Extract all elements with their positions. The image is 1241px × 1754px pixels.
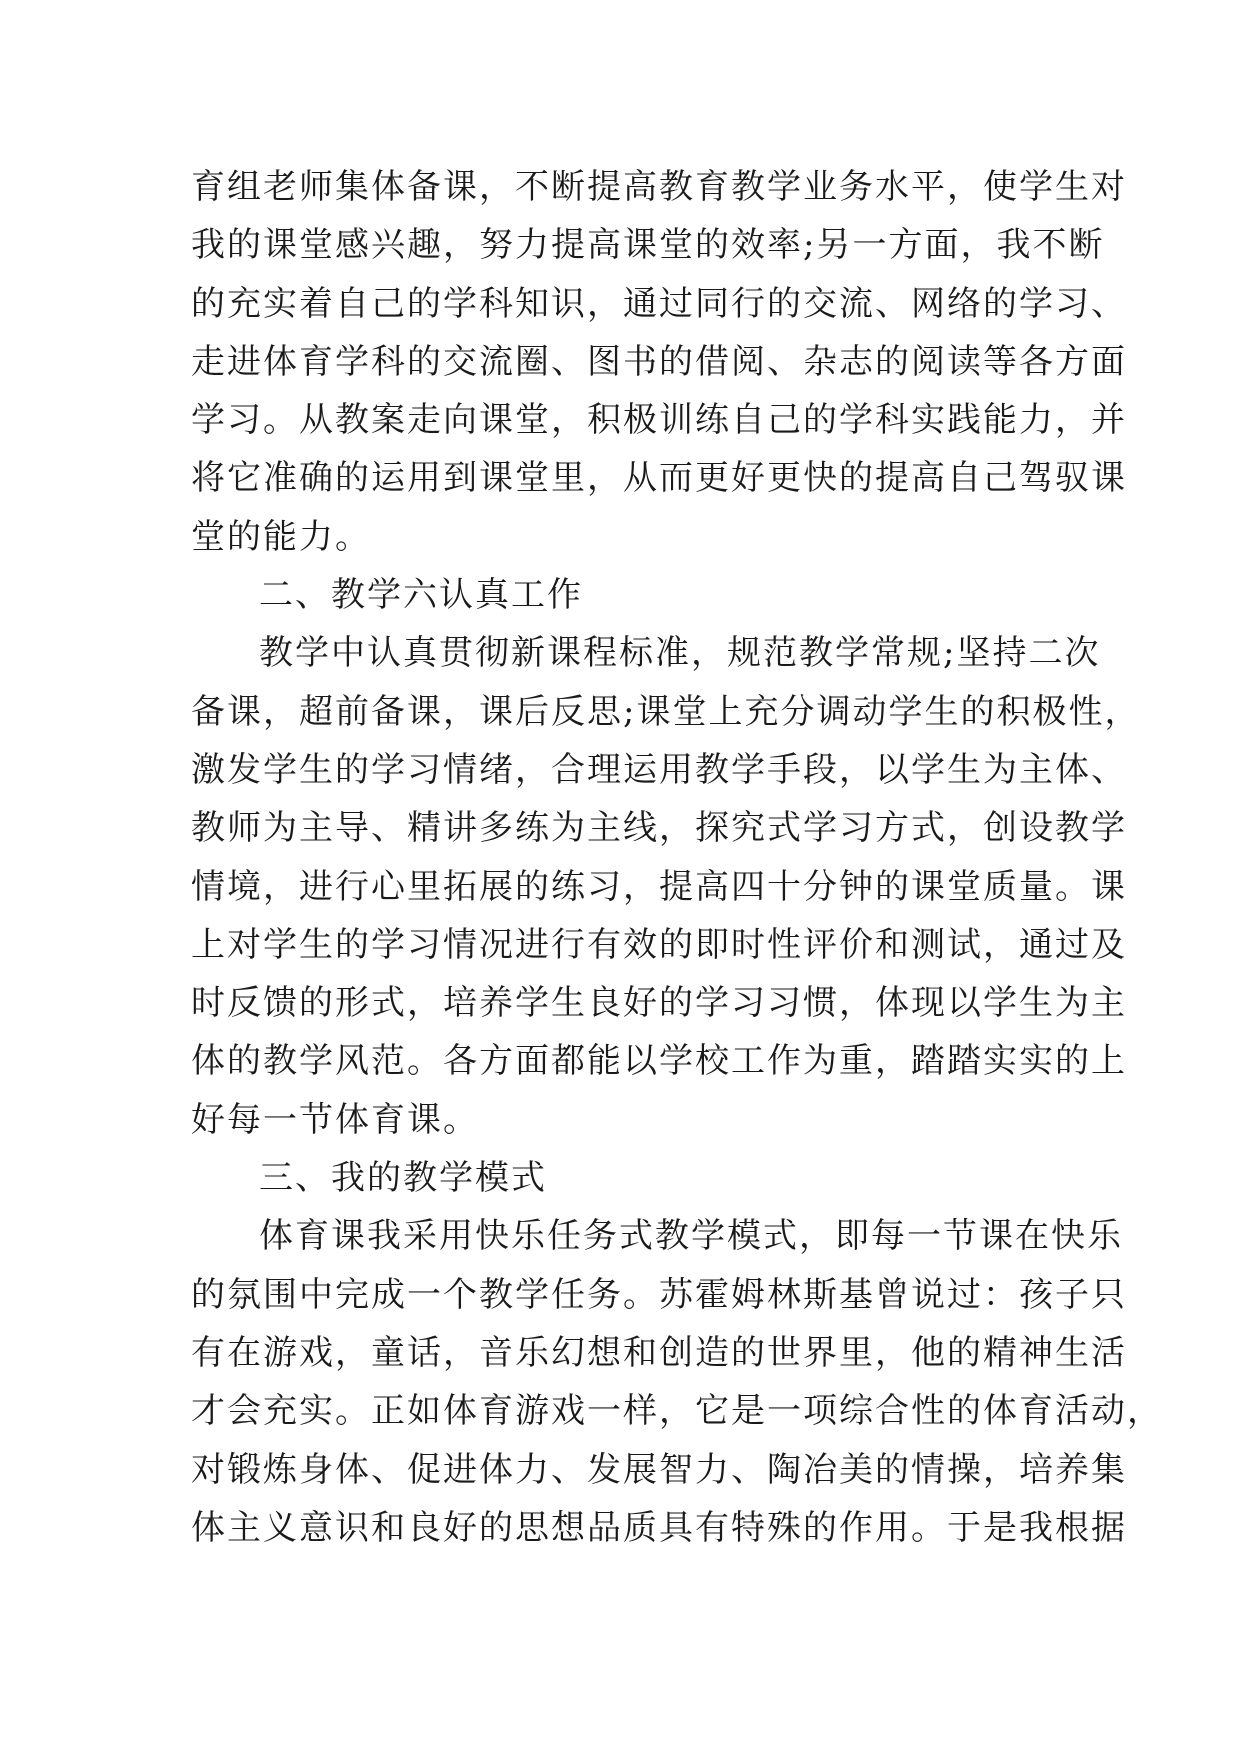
text-line: 的氛围中完成一个教学任务。苏霍姆林斯基曾说过：孩子只 <box>191 1274 1127 1315</box>
text-line: 才会充实。正如体育游戏一样，它是一项综合性的体育活动， <box>191 1391 1163 1432</box>
text-line: 体主义意识和良好的思想品质具有特殊的作用。于是我根据 <box>191 1507 1127 1548</box>
text-line: 学习。从教案走向课堂，积极训练自己的学科实践能力，并 <box>191 400 1127 441</box>
text-line: 教师为主导、精讲多练为主线，探究式学习方式，创设教学 <box>191 808 1127 849</box>
text-line: 堂的能力。 <box>191 516 371 557</box>
text-line: 对锻炼身体、促进体力、发展智力、陶冶美的情操，培养集 <box>191 1449 1127 1490</box>
text-line: 时反馈的形式，培养学生良好的学习习惯，体现以学生为主 <box>191 983 1127 1024</box>
text-line: 的充实着自己的学科知识，通过同行的交流、网络的学习、 <box>191 283 1127 324</box>
body-text <box>191 158 1163 1557</box>
text-line: 上对学生的学习情况进行有效的即时性评价和测试，通过及 <box>191 924 1127 965</box>
text-line: 情境，进行心里拓展的练习，提高四十分钟的课堂质量。课 <box>191 866 1127 907</box>
text-line: 好每一节体育课。 <box>191 1099 479 1140</box>
text-line: 育组老师集体备课，不断提高教育教学业务水平，使学生对 <box>191 167 1127 207</box>
section-heading: 三、我的教学模式 <box>259 1158 547 1199</box>
text-line: 将它准确的运用到课堂里，从而更好更快的提高自己驾驭课 <box>191 458 1127 499</box>
text-line: 我的课堂感兴趣，努力提高课堂的效率;另一方面，我不断 <box>191 225 1105 266</box>
text-line: 体的教学风范。各方面都能以学校工作为重，踏踏实实的上 <box>191 1041 1127 1082</box>
text-line: 备课，超前备课，课后反思;课堂上充分调动学生的积极性， <box>191 691 1141 732</box>
text-line: 体育课我采用快乐任务式教学模式，即每一节课在快乐 <box>259 1216 1123 1257</box>
text-line: 激发学生的学习情绪，合理运用教学手段，以学生为主体、 <box>191 749 1127 790</box>
text-line: 有在游戏，童话，音乐幻想和创造的世界里，他的精神生活 <box>191 1332 1127 1373</box>
text-line: 教学中认真贯彻新课程标准，规范教学常规;坚持二次 <box>259 633 1101 674</box>
text-line: 走进体育学科的交流圈、图书的借阅、杂志的阅读等各方面 <box>191 341 1127 382</box>
section-heading: 二、教学六认真工作 <box>259 575 583 616</box>
